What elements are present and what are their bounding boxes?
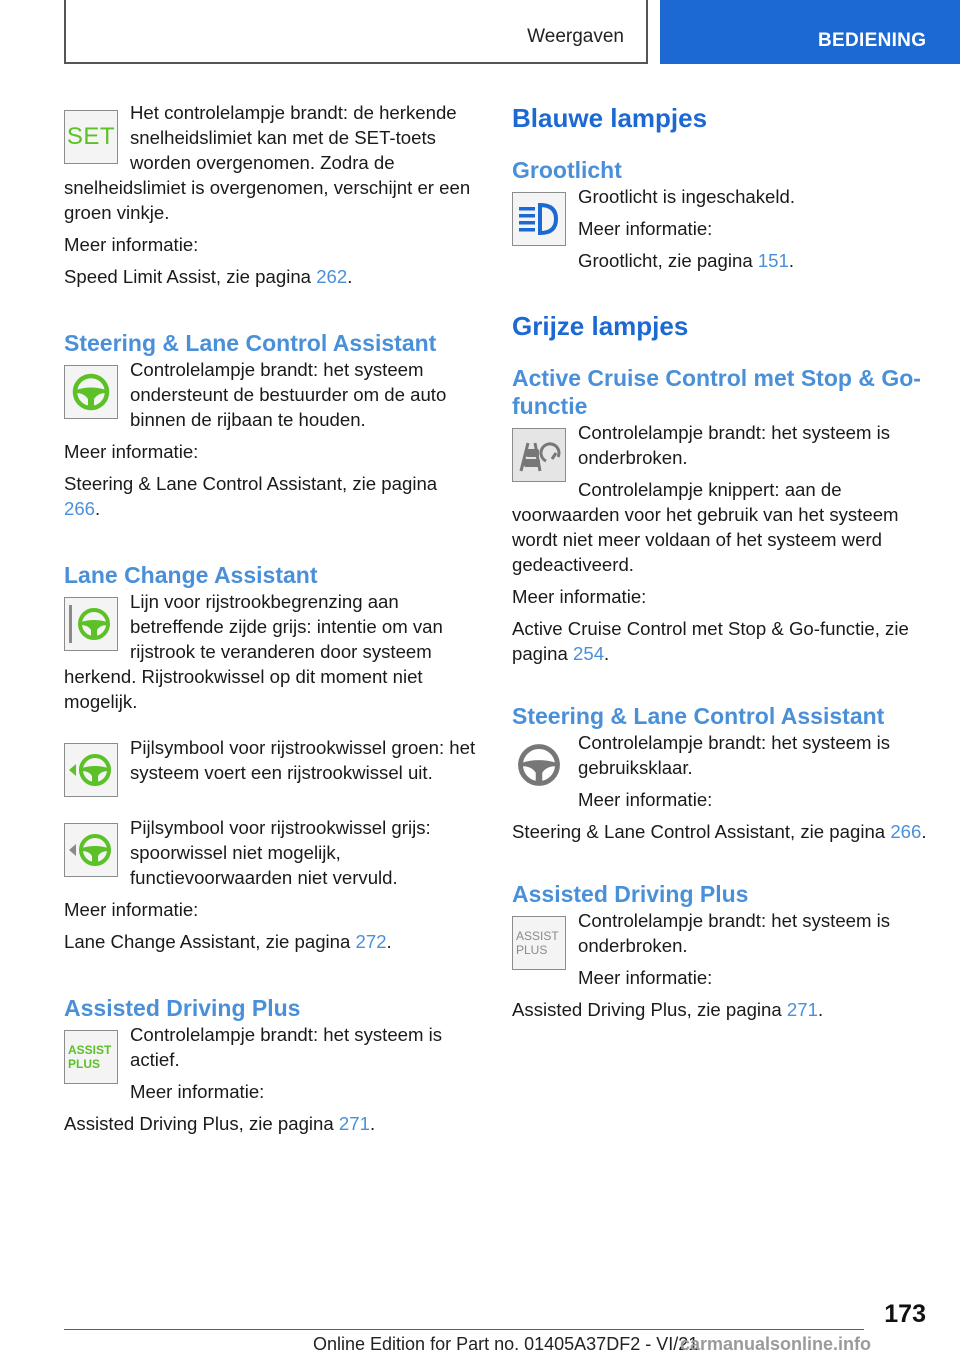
- grey-slca-ref: Steering & Lane Control Assistant, zie pagina 266.: [512, 821, 927, 842]
- set-page-link[interactable]: 262: [316, 266, 348, 287]
- left-column: [64, 100, 476, 1143]
- high-beam-text: Grootlicht is ingeschakeld.: [578, 186, 796, 207]
- adp-text: Controlelampje brandt: het systeem is actief.: [130, 1024, 443, 1070]
- high-beam-page-link[interactable]: 151: [757, 250, 789, 271]
- lca-entry-3: [64, 815, 476, 897]
- assist-plus-line2: PLUS: [68, 1057, 101, 1071]
- acc-text-2: Controlelampje knippert: aan de voorwaarden voor het gebruik van het systeem wordt niet meer voldaan of het systeem werd gedeactiveerd.: [512, 479, 899, 575]
- grey-slca-entry: [512, 730, 930, 819]
- grey-adp-page-link[interactable]: 271: [786, 999, 818, 1020]
- lca-page-link[interactable]: 272: [355, 931, 387, 952]
- lca-heading: Lane Change Assistant: [64, 562, 318, 588]
- slca-more: Meer informatie:: [64, 441, 199, 462]
- edition-text: Online Edition for Part no. 01405A37DF2 - VI/21: [313, 1334, 699, 1354]
- high-beam-heading: Grootlicht: [512, 157, 622, 183]
- set-lamp-icon: [64, 110, 118, 164]
- set-entry: [64, 100, 476, 232]
- set-more: Meer informatie:: [64, 234, 199, 255]
- section-box: [64, 0, 648, 64]
- lane-change-arrow-green-icon: [64, 743, 118, 797]
- set-ref: Speed Limit Assist, zie pagina 262.: [64, 266, 353, 287]
- grey-slca-heading: Steering & Lane Control Assistant: [512, 703, 885, 729]
- high-beam-ref: Grootlicht, zie pagina 151.: [578, 250, 795, 271]
- page-number: 173: [884, 1300, 926, 1328]
- lane-change-arrow-grey-icon: [64, 823, 118, 877]
- footer-divider: [64, 1329, 864, 1330]
- acc-more: Meer informatie:: [512, 586, 647, 607]
- right-column: [512, 100, 930, 1029]
- grey-adp-ref: Assisted Driving Plus, zie pagina 271.: [512, 999, 824, 1020]
- assist-plus-grey-icon: [512, 916, 566, 970]
- grey-adp-heading: Assisted Driving Plus: [512, 881, 749, 907]
- page-header: [0, 0, 960, 66]
- adp-entry: [64, 1022, 476, 1111]
- grey-slca-text: Controlelampje brandt: het systeem is gebruiksklaar.: [578, 732, 891, 778]
- lca-entry-1: [64, 589, 476, 721]
- steering-wheel-green-icon: [64, 365, 118, 419]
- lca-text-3: Pijlsymbool voor rijstrookwissel grijs: spoorwissel niet mogelijk, functievoorwaarden niet vervuld.: [130, 817, 431, 888]
- lca-text-2: Pijlsymbool voor rijstrookwissel groen: het systeem voert een rijstrookwissel uit.: [130, 737, 476, 783]
- blue-lamps-heading: Blauwe lampjes: [512, 103, 708, 133]
- lca-entry-2: [64, 735, 476, 801]
- grey-slca-page-link[interactable]: 266: [890, 821, 922, 842]
- grey-assist-plus-line2: PLUS: [516, 943, 548, 957]
- acc-page-link[interactable]: 254: [573, 643, 605, 664]
- section-title: Weergaven: [527, 26, 624, 47]
- grey-adp-entry: [512, 908, 930, 997]
- lane-change-line-icon: [64, 597, 118, 651]
- slca-heading: Steering & Lane Control Assistant: [64, 330, 437, 356]
- lca-text-1: Lijn voor rijstrookbegrenzing aan betreffende zijde grijs: intentie om van rijstrook te veranderen door systeem herkend. Rijstrookwissel op dit moment niet mogelijk.: [64, 591, 443, 712]
- acc-heading: Active Cruise Control met Stop & Go-functie: [512, 365, 921, 419]
- adp-ref: Assisted Driving Plus, zie pagina 271.: [64, 1113, 376, 1134]
- slca-text: Controlelampje brandt: het systeem ondersteunt de bestuurder om de auto binnen de rijbaan te houden.: [130, 359, 447, 430]
- high-beam-icon: [512, 192, 566, 246]
- grey-lamps-heading: Grijze lampjes: [512, 311, 689, 341]
- watermark: carmanualsonline.info: [680, 1334, 872, 1354]
- adp-more: Meer informatie:: [130, 1081, 265, 1102]
- lca-more: Meer informatie:: [64, 899, 199, 920]
- slca-entry: [64, 357, 476, 439]
- high-beam-more: Meer informatie:: [578, 218, 713, 239]
- steering-wheel-grey-icon: [512, 738, 566, 792]
- adp-heading: Assisted Driving Plus: [64, 995, 301, 1021]
- grey-adp-text: Controlelampje brandt: het systeem is onderbroken.: [578, 910, 891, 956]
- grey-adp-more: Meer informatie:: [578, 967, 713, 988]
- assist-plus-line1: ASSIST: [68, 1043, 112, 1057]
- slca-page-link[interactable]: 266: [64, 498, 96, 519]
- set-text: Het controlelampje brandt: de herkende snelheidslimiet kan met de SET-toets worden overgenomen. Zodra de snelheidslimiet is overgenomen, verschijnt er een groen vinkje.: [64, 102, 471, 223]
- acc-ref: Active Cruise Control met Stop & Go-functie, zie pagina 254.: [512, 618, 909, 664]
- cruise-control-icon: [512, 428, 566, 482]
- slca-ref: Steering & Lane Control Assistant, zie pagina 266.: [64, 473, 438, 519]
- adp-page-link[interactable]: 271: [338, 1113, 370, 1134]
- assist-plus-green-icon: [64, 1030, 118, 1084]
- acc-text-1: Controlelampje brandt: het systeem is onderbroken.: [578, 422, 891, 468]
- lca-ref: Lane Change Assistant, zie pagina 272.: [64, 931, 392, 952]
- grey-slca-more: Meer informatie:: [578, 789, 713, 810]
- set-icon-label: SET: [66, 123, 116, 150]
- chapter-tab[interactable]: [660, 0, 960, 64]
- grey-assist-plus-line1: ASSIST: [516, 929, 559, 943]
- high-beam-entry: [512, 184, 930, 280]
- acc-entry: [512, 420, 930, 584]
- chapter-title: BEDIENING: [818, 30, 927, 51]
